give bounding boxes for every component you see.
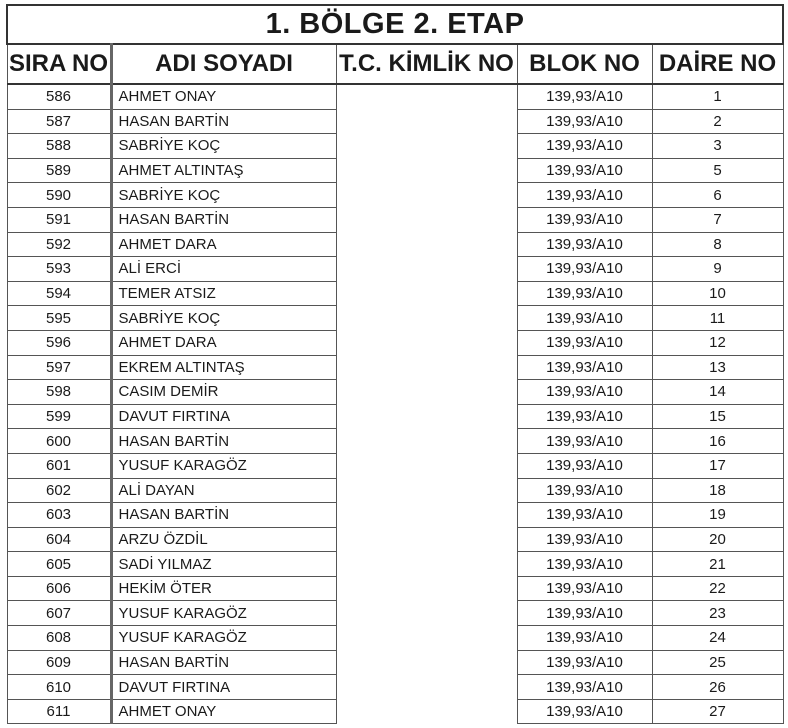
table-row	[7, 527, 783, 552]
cell-adi-soyadi: AHMET ONAY	[111, 84, 336, 109]
cell-adi-soyadi: AHMET DARA	[111, 330, 336, 355]
cell-tc-kimlik-no	[336, 478, 517, 503]
table-row	[7, 453, 783, 478]
cell-sira-no: 598	[7, 380, 111, 405]
table-row	[7, 158, 783, 183]
cell-tc-kimlik-no	[336, 355, 517, 380]
table-row	[7, 601, 783, 626]
cell-tc-kimlik-no	[336, 207, 517, 232]
cell-tc-kimlik-no	[336, 134, 517, 159]
cell-tc-kimlik-no	[336, 380, 517, 405]
table-row	[7, 404, 783, 429]
cell-tc-kimlik-no	[336, 257, 517, 282]
cell-daire-no: 5	[652, 158, 783, 183]
table-row	[7, 134, 783, 159]
cell-sira-no: 588	[7, 134, 111, 159]
cell-daire-no: 22	[652, 576, 783, 601]
cell-blok-no: 139,93/A10	[517, 330, 652, 355]
cell-adi-soyadi: HASAN BARTİN	[111, 207, 336, 232]
cell-daire-no: 12	[652, 330, 783, 355]
cell-blok-no: 139,93/A10	[517, 84, 652, 109]
cell-adi-soyadi: SADİ YILMAZ	[111, 552, 336, 577]
cell-sira-no: 601	[7, 453, 111, 478]
table-body	[7, 84, 783, 724]
resident-table	[6, 4, 784, 724]
table-row	[7, 183, 783, 208]
cell-sira-no: 603	[7, 503, 111, 528]
cell-adi-soyadi: DAVUT FIRTINA	[111, 404, 336, 429]
table-row	[7, 552, 783, 577]
cell-blok-no: 139,93/A10	[517, 232, 652, 257]
table-row	[7, 207, 783, 232]
cell-blok-no: 139,93/A10	[517, 552, 652, 577]
cell-daire-no: 25	[652, 650, 783, 675]
cell-blok-no: 139,93/A10	[517, 650, 652, 675]
cell-sira-no: 597	[7, 355, 111, 380]
cell-adi-soyadi: TEMER ATSIZ	[111, 281, 336, 306]
cell-sira-no: 587	[7, 109, 111, 134]
cell-sira-no: 605	[7, 552, 111, 577]
cell-sira-no: 596	[7, 330, 111, 355]
table-row	[7, 232, 783, 257]
cell-blok-no: 139,93/A10	[517, 355, 652, 380]
cell-sira-no: 589	[7, 158, 111, 183]
cell-sira-no: 592	[7, 232, 111, 257]
table-row	[7, 699, 783, 724]
table-row	[7, 355, 783, 380]
cell-daire-no: 21	[652, 552, 783, 577]
table-row	[7, 626, 783, 651]
cell-tc-kimlik-no	[336, 429, 517, 454]
cell-adi-soyadi: ALİ ERCİ	[111, 257, 336, 282]
cell-tc-kimlik-no	[336, 158, 517, 183]
header-sira-no: SIRA NO	[7, 44, 111, 84]
cell-tc-kimlik-no	[336, 699, 517, 724]
cell-sira-no: 607	[7, 601, 111, 626]
document-sheet	[6, 4, 782, 724]
cell-adi-soyadi: HEKİM ÖTER	[111, 576, 336, 601]
cell-adi-soyadi: ALİ DAYAN	[111, 478, 336, 503]
table-row	[7, 380, 783, 405]
cell-adi-soyadi: AHMET DARA	[111, 232, 336, 257]
cell-blok-no: 139,93/A10	[517, 281, 652, 306]
cell-blok-no: 139,93/A10	[517, 109, 652, 134]
cell-daire-no: 7	[652, 207, 783, 232]
cell-adi-soyadi: YUSUF KARAGÖZ	[111, 601, 336, 626]
cell-daire-no: 15	[652, 404, 783, 429]
cell-daire-no: 1	[652, 84, 783, 109]
cell-blok-no: 139,93/A10	[517, 429, 652, 454]
cell-tc-kimlik-no	[336, 281, 517, 306]
cell-sira-no: 610	[7, 675, 111, 700]
cell-blok-no: 139,93/A10	[517, 134, 652, 159]
cell-blok-no: 139,93/A10	[517, 576, 652, 601]
table-row	[7, 281, 783, 306]
cell-daire-no: 14	[652, 380, 783, 405]
cell-daire-no: 13	[652, 355, 783, 380]
cell-adi-soyadi: DAVUT FIRTINA	[111, 675, 336, 700]
cell-sira-no: 600	[7, 429, 111, 454]
cell-daire-no: 23	[652, 601, 783, 626]
table-row	[7, 109, 783, 134]
cell-adi-soyadi: ARZU ÖZDİL	[111, 527, 336, 552]
cell-daire-no: 6	[652, 183, 783, 208]
cell-daire-no: 19	[652, 503, 783, 528]
cell-daire-no: 2	[652, 109, 783, 134]
cell-sira-no: 604	[7, 527, 111, 552]
cell-adi-soyadi: EKREM ALTINTAŞ	[111, 355, 336, 380]
cell-daire-no: 3	[652, 134, 783, 159]
cell-blok-no: 139,93/A10	[517, 478, 652, 503]
header-adi-soyadi: ADI SOYADI	[111, 44, 336, 84]
cell-daire-no: 11	[652, 306, 783, 331]
cell-sira-no: 609	[7, 650, 111, 675]
cell-tc-kimlik-no	[336, 675, 517, 700]
cell-daire-no: 20	[652, 527, 783, 552]
cell-daire-no: 9	[652, 257, 783, 282]
cell-tc-kimlik-no	[336, 232, 517, 257]
cell-daire-no: 24	[652, 626, 783, 651]
table-row	[7, 257, 783, 282]
cell-adi-soyadi: YUSUF KARAGÖZ	[111, 626, 336, 651]
table-row	[7, 650, 783, 675]
table-row	[7, 306, 783, 331]
cell-adi-soyadi: HASAN BARTİN	[111, 109, 336, 134]
cell-blok-no: 139,93/A10	[517, 404, 652, 429]
table-row	[7, 503, 783, 528]
cell-daire-no: 26	[652, 675, 783, 700]
table-row	[7, 675, 783, 700]
cell-adi-soyadi: YUSUF KARAGÖZ	[111, 453, 336, 478]
cell-adi-soyadi: CASIM DEMİR	[111, 380, 336, 405]
cell-blok-no: 139,93/A10	[517, 675, 652, 700]
table-row	[7, 330, 783, 355]
cell-blok-no: 139,93/A10	[517, 453, 652, 478]
header-tc-kimlik-no: T.C. KİMLİK NO	[336, 44, 517, 84]
cell-tc-kimlik-no	[336, 650, 517, 675]
cell-tc-kimlik-no	[336, 601, 517, 626]
cell-tc-kimlik-no	[336, 626, 517, 651]
table-row	[7, 84, 783, 109]
cell-adi-soyadi: HASAN BARTİN	[111, 503, 336, 528]
table-row	[7, 429, 783, 454]
cell-blok-no: 139,93/A10	[517, 380, 652, 405]
cell-adi-soyadi: AHMET ONAY	[111, 699, 336, 724]
cell-sira-no: 606	[7, 576, 111, 601]
cell-sira-no: 590	[7, 183, 111, 208]
header-blok-no: BLOK NO	[517, 44, 652, 84]
cell-adi-soyadi: SABRİYE KOÇ	[111, 183, 336, 208]
cell-sira-no: 602	[7, 478, 111, 503]
cell-blok-no: 139,93/A10	[517, 158, 652, 183]
cell-blok-no: 139,93/A10	[517, 183, 652, 208]
cell-tc-kimlik-no	[336, 109, 517, 134]
table-row	[7, 576, 783, 601]
cell-tc-kimlik-no	[336, 404, 517, 429]
cell-blok-no: 139,93/A10	[517, 699, 652, 724]
cell-sira-no: 611	[7, 699, 111, 724]
cell-tc-kimlik-no	[336, 503, 517, 528]
cell-adi-soyadi: HASAN BARTİN	[111, 650, 336, 675]
cell-blok-no: 139,93/A10	[517, 527, 652, 552]
cell-sira-no: 595	[7, 306, 111, 331]
cell-blok-no: 139,93/A10	[517, 626, 652, 651]
header-daire-no: DAİRE NO	[652, 44, 783, 84]
cell-tc-kimlik-no	[336, 576, 517, 601]
cell-blok-no: 139,93/A10	[517, 503, 652, 528]
cell-sira-no: 594	[7, 281, 111, 306]
cell-daire-no: 8	[652, 232, 783, 257]
cell-adi-soyadi: HASAN BARTİN	[111, 429, 336, 454]
cell-daire-no: 16	[652, 429, 783, 454]
cell-tc-kimlik-no	[336, 306, 517, 331]
cell-adi-soyadi: SABRİYE KOÇ	[111, 134, 336, 159]
cell-blok-no: 139,93/A10	[517, 306, 652, 331]
cell-blok-no: 139,93/A10	[517, 207, 652, 232]
table-row	[7, 478, 783, 503]
cell-daire-no: 17	[652, 453, 783, 478]
cell-tc-kimlik-no	[336, 527, 517, 552]
cell-blok-no: 139,93/A10	[517, 601, 652, 626]
cell-sira-no: 599	[7, 404, 111, 429]
cell-daire-no: 10	[652, 281, 783, 306]
cell-tc-kimlik-no	[336, 330, 517, 355]
cell-daire-no: 18	[652, 478, 783, 503]
cell-daire-no: 27	[652, 699, 783, 724]
cell-adi-soyadi: SABRİYE KOÇ	[111, 306, 336, 331]
cell-blok-no: 139,93/A10	[517, 257, 652, 282]
cell-tc-kimlik-no	[336, 84, 517, 109]
cell-sira-no: 586	[7, 84, 111, 109]
cell-sira-no: 608	[7, 626, 111, 651]
cell-adi-soyadi: AHMET ALTINTAŞ	[111, 158, 336, 183]
cell-tc-kimlik-no	[336, 453, 517, 478]
cell-tc-kimlik-no	[336, 183, 517, 208]
cell-sira-no: 593	[7, 257, 111, 282]
cell-tc-kimlik-no	[336, 552, 517, 577]
cell-sira-no: 591	[7, 207, 111, 232]
table-title: 1. BÖLGE 2. ETAP	[7, 5, 783, 44]
